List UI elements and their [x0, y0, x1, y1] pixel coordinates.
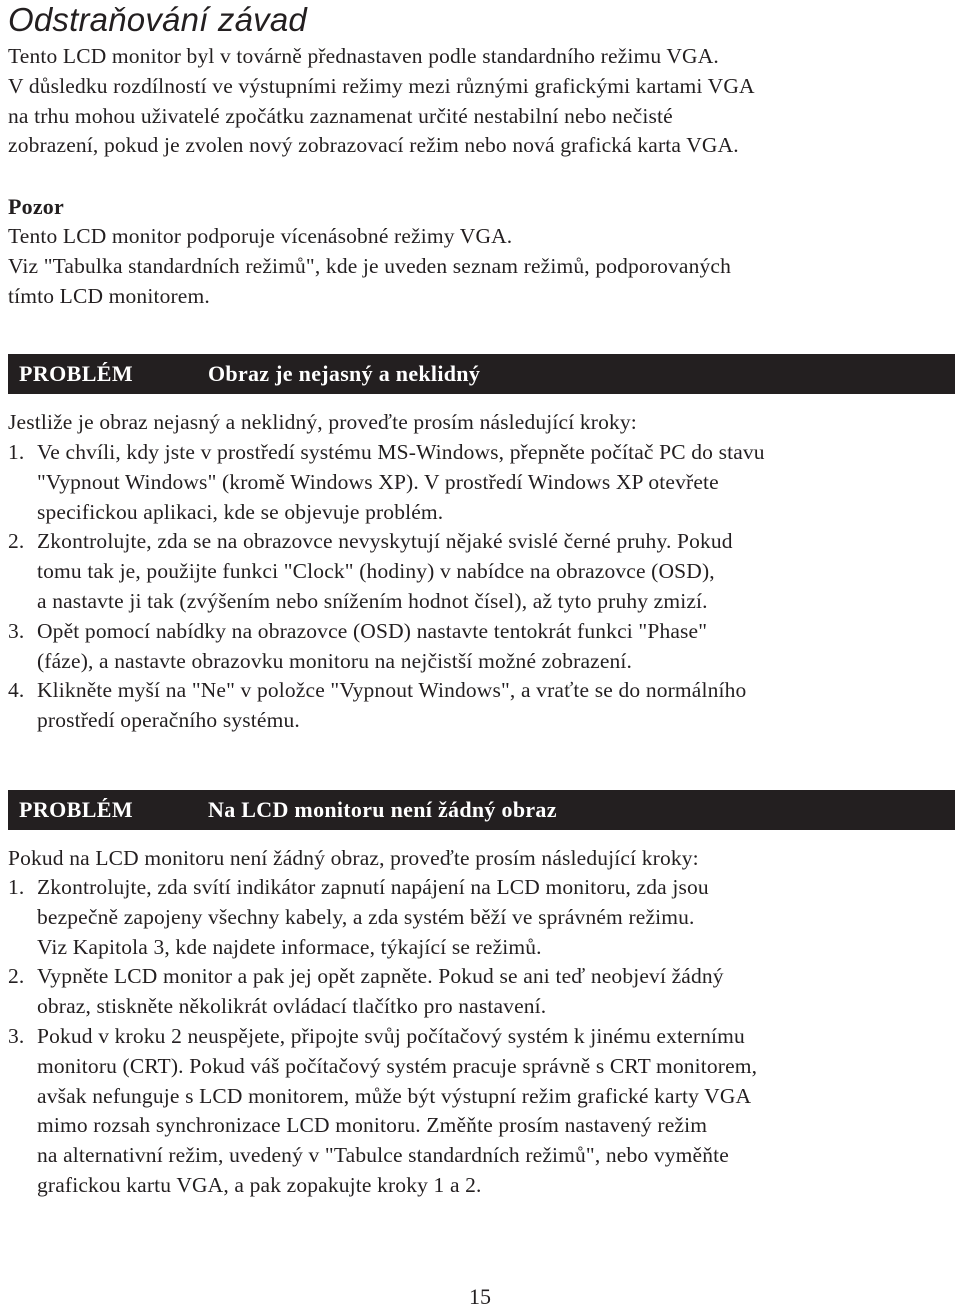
step-number: 4.	[8, 678, 25, 703]
step-line: monitoru (CRT). Pokud váš počítačový systém pracuje správně s CRT monitorem,	[37, 1053, 758, 1078]
intro-line: na trhu mohou uživatelé zpočátku zaznamenat určité nestabilní nebo nečisté	[8, 103, 673, 128]
step-number: 1.	[8, 875, 25, 899]
problem-title: Obraz je nejasný a neklidný	[208, 361, 481, 386]
list-item	[8, 962, 953, 1022]
step-number: 2.	[8, 964, 25, 989]
intro-line: Tento LCD monitor byl v továrně přednastaven podle standardního režimu VGA.	[8, 44, 719, 68]
step-line: avšak nefunguje s LCD monitorem, může být výstupní režim grafické karty VGA	[37, 1083, 752, 1108]
problem-title: Na LCD monitoru není žádný obraz	[208, 797, 557, 822]
step-number: 1.	[8, 440, 25, 464]
step-line: obraz, stiskněte několikrát ovládací tlačítko pro nastavení.	[37, 994, 547, 1019]
list-item	[8, 873, 953, 962]
problem-1-steps	[8, 438, 953, 736]
problem-bar-2	[8, 790, 955, 830]
step-line: Viz Kapitola 3, kde najdete informace, týkající se režimů.	[37, 934, 542, 959]
step-line: mimo rozsah synchronizace LCD monitoru. Změňte prosím nastavený režim	[37, 1113, 708, 1138]
step-number: 2.	[8, 529, 25, 554]
step-line: tomu tak je, použijte funkci "Clock" (hodiny) v nabídce na obrazovce (OSD),	[37, 559, 715, 584]
list-item	[8, 617, 953, 677]
list-item	[8, 676, 953, 736]
step-line: Pokud v kroku 2 neuspějete, připojte svůj počítačový systém k jinému externímu	[37, 1023, 745, 1048]
caution-line: Viz "Tabulka standardních režimů", kde je uveden seznam režimů, podporovaných	[8, 253, 732, 278]
caution-line: Tento LCD monitor podporuje vícenásobné režimy VGA.	[8, 224, 513, 248]
step-line: (fáze), a nastavte obrazovku monitoru na nejčistší možné zobrazení.	[37, 648, 633, 673]
step-line: prostředí operačního systému.	[37, 708, 300, 733]
intro-line: V důsledku rozdílností ve výstupními režimy mezi různými grafickými kartami VGA	[8, 73, 755, 98]
problem-1-lead	[8, 408, 953, 438]
lead-line: Jestliže je obraz nejasný a neklidný, proveďte prosím následující kroky:	[8, 410, 637, 434]
step-line: specifickou aplikaci, kde se objevuje problém.	[37, 499, 444, 524]
problem-tag: PROBLÉM	[19, 361, 134, 386]
caution-heading: Pozor	[8, 194, 64, 219]
step-line: na alternativní režim, uvedený v "Tabulce standardních režimů", nebo vyměňte	[37, 1143, 729, 1168]
problem-tag: PROBLÉM	[19, 797, 134, 822]
step-line: grafickou kartu VGA, a pak zopakujte kroky 1 a 2.	[37, 1172, 482, 1197]
caution-paragraph	[8, 222, 953, 311]
step-line: Klikněte myší na "Ne" v položce "Vypnout Windows", a vraťte se do normálního	[37, 678, 747, 703]
step-line: Zkontrolujte, zda svítí indikátor zapnutí napájení na LCD monitoru, zda jsou	[37, 875, 709, 899]
problem-2-lead	[8, 844, 953, 874]
step-line: Zkontrolujte, zda se na obrazovce nevyskytují nějaké svislé černé pruhy. Pokud	[37, 529, 733, 554]
problem-bar-1	[8, 354, 955, 394]
step-line: a nastavte ji tak (zvýšením nebo snížením hodnot čísel), až tyto pruhy zmizí.	[37, 588, 708, 613]
step-line: bezpečně zapojeny všechny kabely, a zda systém běží ve správném režimu.	[37, 904, 695, 929]
lead-line: Pokud na LCD monitoru není žádný obraz, proveďte prosím následující kroky:	[8, 846, 699, 870]
page-number: 15	[469, 1284, 491, 1309]
step-number: 3.	[8, 618, 25, 643]
page-title: Odstraňování závad	[8, 1, 307, 38]
intro-line: zobrazení, pokud je zvolen nový zobrazovací režim nebo nová grafická karta VGA.	[8, 133, 739, 158]
step-line: Vypněte LCD monitor a pak jej opět zapněte. Pokud se ani teď neobjeví žádný	[37, 964, 724, 989]
list-item	[8, 438, 953, 527]
list-item	[8, 527, 953, 616]
intro-paragraph	[8, 42, 953, 161]
step-line: "Vypnout Windows" (kromě Windows XP). V prostředí Windows XP otevřete	[37, 469, 719, 494]
problem-2-steps	[8, 873, 953, 1201]
list-item	[8, 1022, 953, 1201]
step-line: Ve chvíli, kdy jste v prostředí systému MS-Windows, přepněte počítač PC do stavu	[37, 440, 765, 464]
caution-line: tímto LCD monitorem.	[8, 283, 210, 308]
step-number: 3.	[8, 1023, 25, 1048]
step-line: Opět pomocí nabídky na obrazovce (OSD) nastavte tentokrát funkci "Phase"	[37, 618, 708, 643]
